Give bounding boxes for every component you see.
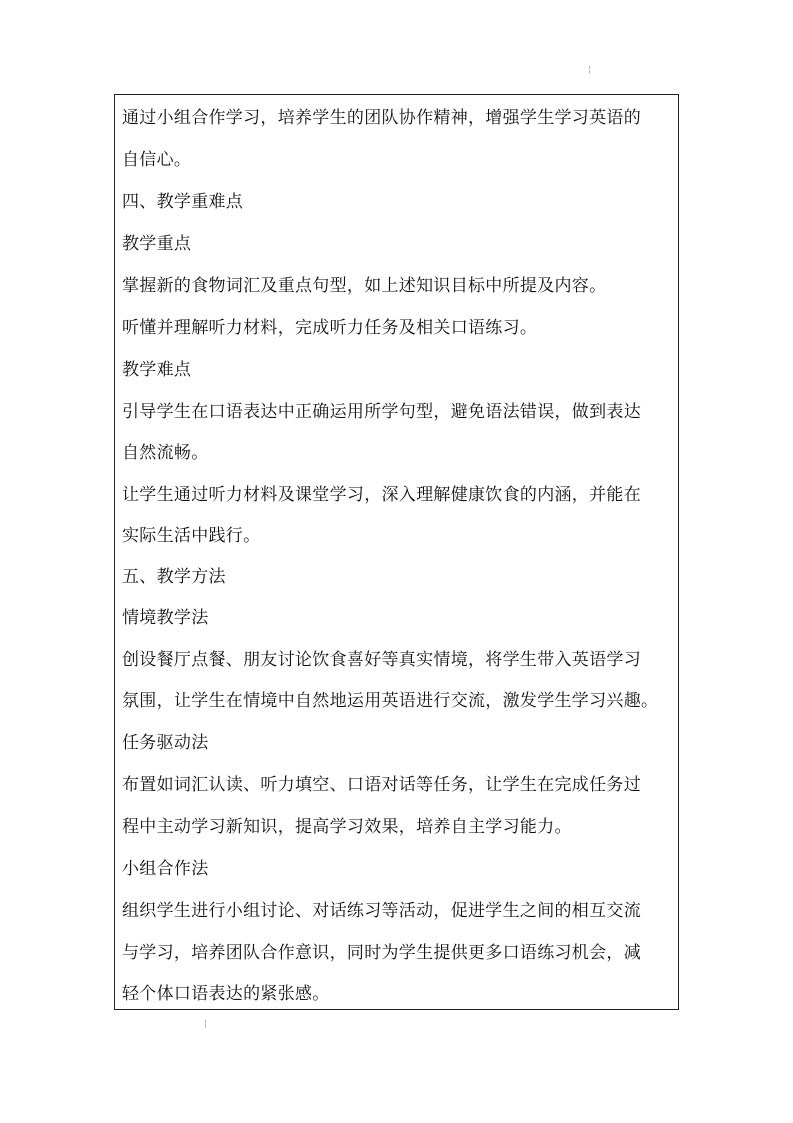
text-line: 实际生活中践行。 xyxy=(122,526,261,546)
section-heading: 四、教学重难点 xyxy=(122,192,244,212)
text-line: 自然流畅。 xyxy=(122,443,209,463)
text-line: 引导学生在口语表达中正确运用所学句型，避免语法错误，做到表达 xyxy=(122,402,641,422)
text-line: 让学生通过听力材料及课堂学习，深入理解健康饮食的内涵，并能在 xyxy=(122,485,641,505)
text-line: 布置如词汇认读、听力填空、口语对话等任务，让学生在完成任务过 xyxy=(122,775,641,795)
text-line: 轻个体口语表达的紧张感。 xyxy=(122,984,330,1004)
text-line: 创设餐厅点餐、朋友讨论饮食喜好等真实情境，将学生带入英语学习 xyxy=(122,650,641,670)
text-line: 听懂并理解听力材料，完成听力任务及相关口语练习。 xyxy=(122,318,538,338)
content-box xyxy=(114,94,679,1010)
text-line: 与学习，培养团队合作意识，同时为学生提供更多口语练习机会，减 xyxy=(122,943,641,963)
subsection-heading: 教学重点 xyxy=(122,234,192,254)
subsection-heading: 教学难点 xyxy=(122,360,192,380)
section-heading: 五、教学方法 xyxy=(122,567,226,587)
subsection-heading: 任务驱动法 xyxy=(122,733,209,753)
text-line: 通过小组合作学习，培养学生的团队协作精神，增强学生学习英语的 xyxy=(122,108,641,128)
text-line: 氛围，让学生在情境中自然地运用英语进行交流，激发学生学习兴趣。 xyxy=(122,691,659,711)
subsection-heading: 情境教学法 xyxy=(122,608,209,628)
text-line: 组织学生进行小组讨论、对话练习等活动，促进学生之间的相互交流 xyxy=(122,901,641,921)
text-line: 程中主动学习新知识，提高学习效果，培养自主学习能力。 xyxy=(122,817,572,837)
text-line: 掌握新的食物词汇及重点句型，如上述知识目标中所提及内容。 xyxy=(122,276,607,296)
subsection-heading: 小组合作法 xyxy=(122,859,209,879)
text-line: 自信心。 xyxy=(122,150,192,170)
page-mark-top: ¦ xyxy=(588,65,592,75)
page-mark-bottom: ¦ xyxy=(204,1019,208,1029)
